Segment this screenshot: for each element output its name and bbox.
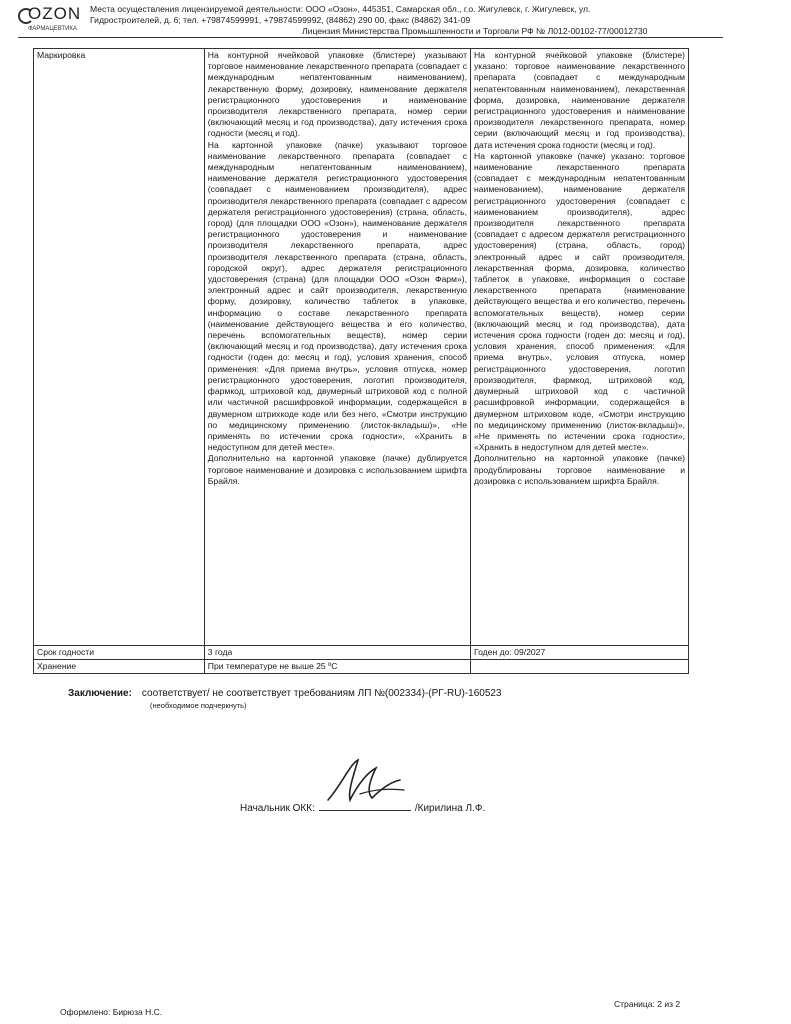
conclusion bbox=[68, 688, 502, 699]
marking-res-carton: На картонной упаковке (пачке) указано: торговое наименование лекарственного препарата (совпадает с международным непатентованным наименованием), наименование держателя регистрационного удостоверения (совпадает с наименованием производителя), адрес производителя лекарственного препарата (совпадает с адресом держателя регистрационного удостоверения) (страна, область, город) электронный адрес и сайт производителя, лекарственная форма, дозировка, количество таблеток в упаковке, информация о составе лекарственного препарата (наименование действующего вещества и его количество, перечень вспомогательных веществ), номер серии (включающий месяц и год производства), дата истечения срока годности (годен до: месяц и год), условия хранения, способ применения: «Для приема внутрь», условия отпуска, номер регистрационного удостоверения, логотип производителя, фармкод, штриховой код, двумерный штриховой код с частичной расшифровкой информации, содержащейся в двумерном штриховом коде, «Смотри инструкцию по медицинскому применению (листок-вкладыш)», «Не применять по истечении срока годности», «Хранить в недоступном для детей месте». bbox=[474, 150, 685, 453]
executor: Оформлено: Бирюза Н.С. bbox=[60, 1007, 163, 1017]
shelf-life-label: Срок годности bbox=[34, 646, 205, 660]
shelf-life-requirement: 3 года bbox=[204, 646, 470, 660]
shelf-life-result: Годен до: 09/2027 bbox=[471, 646, 689, 660]
company-logo bbox=[18, 4, 84, 38]
storage-requirement: При температуре не выше 25 ºС bbox=[204, 660, 470, 674]
storage-label: Хранение bbox=[34, 660, 205, 674]
signature-name: /Кирилина Л.Ф. bbox=[414, 803, 486, 814]
table-row-storage bbox=[34, 660, 689, 674]
logo-subtitle: ФАРМАЦЕВТИКА bbox=[28, 26, 77, 32]
signature-icon bbox=[320, 754, 410, 806]
page-number: Страница: 2 из 2 bbox=[614, 999, 681, 1009]
storage-result bbox=[471, 660, 689, 674]
signature-block bbox=[240, 800, 485, 814]
marking-res-braille: Дополнительно на картонной упаковке (пачке) продублированы торговое наименование и дозировка с использованием шрифта Брайля. bbox=[474, 453, 685, 486]
conclusion-text: соответствует/ не соответствует требованиям ЛП №(002334)-(РГ-RU)-160523 bbox=[141, 688, 502, 699]
marking-label: Маркировка bbox=[34, 49, 205, 646]
marking-res-blister: На контурной ячейковой упаковке (блистере) указано: торговое наименование лекарственного препарата (совпадает с международным непатентованным наименованием), лекарственная форма, дозировка, наименование держателя регистрационного удостоверения и наименование производителя лекарственного препарата, номер серии (включающий месяц и год производства), дата истечения срока годности (месяц и год). bbox=[474, 50, 685, 150]
signature-line bbox=[319, 800, 411, 811]
marking-req-braille: Дополнительно на картонной упаковке (пачке) дублируется торговое наименование и дозировка с использованием шрифта Брайля. bbox=[207, 453, 467, 486]
table-row-shelf-life bbox=[34, 646, 689, 660]
table-row-marking bbox=[34, 49, 689, 646]
header-address-line-2: Гидростроителей, д. 6; тел. +79874599991, +79874599992, (84862) 290 00, факс (84862) 341-09 bbox=[90, 15, 471, 25]
conclusion-note: (необходимое подчеркнуть) bbox=[150, 701, 247, 710]
marking-results bbox=[471, 49, 689, 646]
marking-req-carton: На картонной упаковке (пачке) указывают торговое наименование лекарственного препарата (совпадает с международным непатентованным наименованием), наименование держателя регистрационного удостоверения (совпадает с наименованием производителя), адрес производителя лекарственного препарата (совпадает с адресом держателя регистрационного удостоверения) (страна, область, город) (для площадки ООО «Озон»), наименование держателя регистрационного удостоверения и наименование производителя лекарственного препарата, адрес производителя лекарственного препарата (страна, область, городской округ), адрес держателя регистрационного удостоверения (страна) (для площадки ООО «Озон Фарм»), электронный адрес и сайт производителя, лекарственную форму, дозировку, количество таблеток в упаковке, информацию о составе лекарственного препарата (наименование действующего вещества и его количество, перечень вспомогательных веществ), номер серии (включающий месяц и год производства), дату истечения срока годности (годен до: месяц и год), условия хранения, способ применения: «Для приема внутрь», условия отпуска, номер регистрационного удостоверения, логотип производителя, фармкод, штриховой код, двумерный штриховой код с полной или частичной расшифровкой информации, содержащейся в двумерном штрихкоде коде или без него, «Смотри инструкцию по медицинскому применению (листок-вкладыш)», «Не применять по истечении срока годности», «Хранить в недоступном для детей месте». bbox=[207, 139, 467, 453]
specification-table bbox=[33, 48, 689, 674]
logo-text: OZON bbox=[28, 4, 82, 23]
signature-role: Начальник ОКК: bbox=[240, 803, 315, 814]
conclusion-label: Заключение: bbox=[68, 688, 132, 699]
marking-req-blister: На контурной ячейковой упаковке (блистере) указывают торговое наименование лекарственного препарата (совпадает с международным непатентованным наименованием), лекарственную форму, дозировку, наименование держателя регистрационного удостоверения и наименование производителя лекарственного препарата, номер серии (включающий месяц и год производства), дату истечения срока годности (месяц и год). bbox=[207, 50, 467, 139]
header-divider bbox=[18, 37, 723, 38]
marking-requirements bbox=[204, 49, 470, 646]
header-license: Лицензия Министерства Промышленности и Торговли РФ № Л012-00102-77/00012730 bbox=[302, 26, 648, 36]
header-address-line-1: Места осуществления лицензируемой деятельности: ООО «Озон», 445351, Самарская обл., г.о. Жигулевск, г. Жигулевск, ул. bbox=[90, 4, 591, 14]
